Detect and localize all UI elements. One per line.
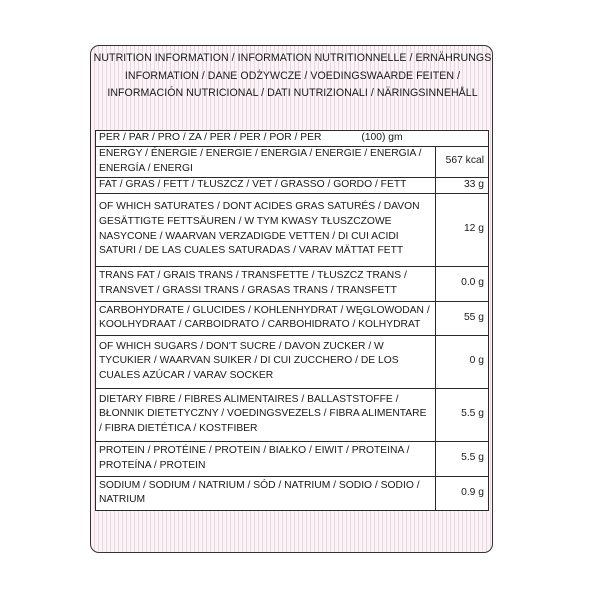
heading-line: INFORMATION / DANE ODŻYWCZE / VOEDINGSWAARDE FEITEN / (124, 69, 461, 82)
nutrient-name: FAT / GRAS / FETT / TŁUSZCZ / VET / GRASSO / GORDO / FETT (96, 177, 436, 193)
heading-line: INFORMACIÓN NUTRICIONAL / DATI NUTRIZIONALI / NÄRINGSINNEHÅLL (107, 87, 478, 99)
nutrient-value: 12 g (436, 193, 489, 266)
nutrient-name: TRANS FAT / GRAIS TRANS / TRANSFETTE / TŁUSZCZ TRANS / TRANSVET / GRASSI TRANS / GRASAS TRANS / TRANSFETT (96, 266, 436, 301)
table-row (96, 193, 489, 266)
table-row (96, 177, 489, 193)
nutrient-value: 5.5 g (436, 441, 489, 476)
nutrient-value: 0.9 g (436, 476, 489, 510)
nutrient-name: DIETARY FIBRE / FIBRES ALIMENTAIRES / BALLASTSTOFFE / BŁONNIK DIETETYCZNY / VOEDINGSVEZELS / FIBRA ALIMENTARE / FIBRA DIETÉTICA / KOSTFIBER (96, 388, 436, 441)
per-row (96, 131, 489, 147)
nutrition-label (90, 45, 493, 553)
nutrient-name: OF WHICH SATURATES / DONT ACIDES GRAS SATURÉS / DAVON GESÄTTIGTE FETTSÄUREN / W TYM KWASY TŁUSZCZOWE NASYCONE / WAARVAN VERZADIGDE VETTEN / DI CUI ACIDI SATURI / DE LAS CUALES SATURADAS / VARAV MÄTTAT FETT (96, 193, 436, 266)
nutrient-name: ENERGY / ÉNERGIE / ENERGIE / ENERGIA / ENERGIE / ENERGIA / ENERGÍA / ENERGI (96, 146, 436, 177)
table-row (96, 335, 489, 388)
table-row (96, 146, 489, 177)
per-cell (96, 131, 489, 147)
table-row (96, 388, 489, 441)
nutrient-value: 5.5 g (436, 388, 489, 441)
nutrient-name: CARBOHYDRATE / GLUCIDES / KOHLENHYDRAT / WĘGLOWODAN / KOOLHYDRAAT / CARBOIDRATO / CARBOHIDRATO / KOLHYDRAT (96, 301, 436, 335)
table-row (96, 476, 489, 510)
table-row (96, 301, 489, 335)
nutrient-name: OF WHICH SUGARS / DON'T SUCRE / DAVON ZUCKER / W TYCUKIER / WAARVAN SUIKER / DI CUI ZUCCHERO / DE LOS CUALES AZÚCAR / VARAV SOCKER (96, 335, 436, 388)
heading-line: NUTRITION INFORMATION / INFORMATION NUTRITIONNELLE / ERNÄHRUNGS (93, 52, 492, 64)
nutrient-value: 0.0 g (436, 266, 489, 301)
nutrition-table (95, 130, 489, 511)
table-row (96, 441, 489, 476)
nutrient-value: 567 kcal (436, 146, 489, 177)
nutrition-heading (91, 50, 493, 103)
nutrient-value: 0 g (436, 335, 489, 388)
table-row (96, 266, 489, 301)
nutrient-name: SODIUM / SODIUM / NATRIUM / SÓD / NATRIUM / SODIO / SODIO / NATRIUM (96, 476, 436, 510)
per-amount: (100) gm (361, 132, 403, 143)
nutrient-value: 33 g (436, 177, 489, 193)
nutrient-value: 55 g (436, 301, 489, 335)
nutrient-name: PROTEIN / PROTÉINE / PROTEIN / BIAŁKO / EIWIT / PROTEINA / PROTEÍNA / PROTEIN (96, 441, 436, 476)
per-label: PER / PAR / PRO / ZA / PER / PER / POR / PER (99, 132, 322, 143)
